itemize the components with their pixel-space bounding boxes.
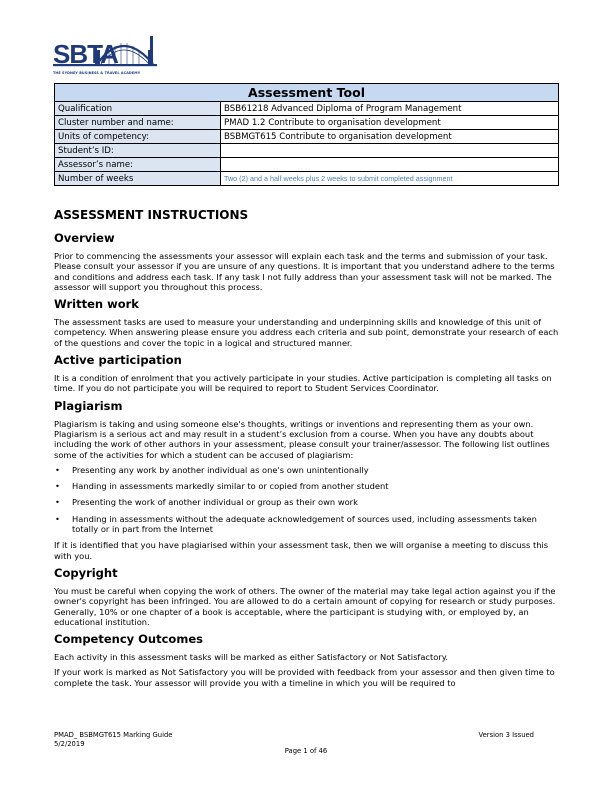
table-row bbox=[55, 130, 559, 144]
table-row bbox=[55, 116, 559, 130]
doc-version: Version 3 Issued bbox=[478, 731, 534, 739]
assessment-tool-table bbox=[54, 83, 559, 186]
section-heading: Overview bbox=[54, 231, 115, 245]
list-item: • Handing in assessments markedly similar to or copied from another student bbox=[55, 481, 389, 492]
table-title: Assessment Tool bbox=[55, 84, 559, 102]
footer-left bbox=[54, 731, 173, 748]
bullet-icon: • bbox=[55, 497, 60, 508]
logo-letters: SBTA bbox=[53, 39, 118, 69]
section-text: If it is identified that you have plagiarised within your assessment task, then we will organise a meeting to discuss this with you. bbox=[54, 540, 549, 561]
section-heading: Copyright bbox=[54, 565, 118, 580]
table-row bbox=[55, 144, 559, 158]
doc-date: 5/2/2019 bbox=[54, 739, 85, 748]
row-value: PMAD 1.2 Contribute to organisation development bbox=[221, 116, 559, 130]
row-value: Two (2) and a half weeks plus 2 weeks to submit completed assignment bbox=[221, 172, 559, 186]
row-label: Assessor’s name: bbox=[55, 158, 221, 172]
table-row bbox=[55, 158, 559, 172]
section-text: Each activity in this assessment tasks will be marked as either Satisfactory or Not Satisfactory. bbox=[54, 652, 449, 663]
row-value: BSB61218 Advanced Diploma of Program Management bbox=[221, 102, 559, 116]
bullet-icon: • bbox=[55, 513, 60, 524]
row-label: Cluster number and name: bbox=[55, 116, 221, 130]
section-text: If your work is marked as Not Satisfactory you will be provided with feedback from your assessor and then given time to complete the task. Your assessor will provide you with a timeline in which you will be required to bbox=[54, 667, 555, 688]
row-label: Qualification bbox=[55, 102, 221, 116]
table-row bbox=[55, 172, 559, 186]
logo-graphic bbox=[53, 30, 158, 72]
section-text: The assessment tasks are used to measure your understanding and underpinning skills and knowledge of this unit of competency. When answering please ensure you address each criteria and sub point, demonstrate your research of each of the questions and cover the topic in a logical and structured manner. bbox=[54, 317, 559, 348]
list-item: • Handing in assessments without the adequate acknowledgement of sources used, including assessments taken totally or in part from the Internet bbox=[55, 513, 537, 535]
page-number: Page 1 of 46 bbox=[284, 747, 328, 755]
row-label: Units of competency: bbox=[55, 130, 221, 144]
list-item: • Presenting any work by another individual as one's own unintentionally bbox=[55, 464, 369, 475]
table-row bbox=[55, 102, 559, 116]
bullet-icon: • bbox=[55, 481, 60, 492]
section-heading: Written work bbox=[54, 297, 139, 312]
row-label: Number of weeks bbox=[55, 172, 221, 186]
section-heading: Plagiarism bbox=[54, 398, 123, 413]
section-text: Prior to commencing the assessments your assessor will explain each task and the terms and submission of your task. Please consult your assessor if you are unsure of any questions. It is important that you understand adhere to the terms and conditions and address each task. If any task I not fully address than your assessment task will not be marked. The assessor will support you throughout this process. bbox=[54, 251, 555, 292]
doc-name: PMAD_ BSBMGT615 Marking Guide bbox=[54, 731, 173, 739]
plagiarism-list bbox=[54, 465, 562, 534]
sbta-logo bbox=[53, 30, 158, 80]
section-text: It is a condition of enrolment that you actively participate in your studies. Active participation is completing all tasks on time. If you do not participate you will be required to report to Student Services Coordinator. bbox=[54, 373, 552, 394]
bullet-icon: • bbox=[55, 464, 60, 475]
section-heading: Active participation bbox=[54, 353, 182, 368]
row-label: Student’s ID: bbox=[55, 144, 221, 158]
student-id-field[interactable] bbox=[221, 144, 559, 158]
assessor-name-field[interactable] bbox=[221, 158, 559, 172]
instructions-body bbox=[54, 207, 562, 693]
section-heading: Competency Outcomes bbox=[54, 632, 203, 647]
row-value: BSBMGT615 Contribute to organisation development bbox=[221, 130, 559, 144]
section-text: Plagiarism is taking and using someone else's thoughts, writings or inventions and representing them as your own. Plagiarism is a serious act and may result in a student’s exclusion from a course. When you have any doubts about including the work of other authors in your assessment, please consult your trainer/assessor. The following list outlines some of the activities for which a student can be accused of plagiarism: bbox=[54, 418, 550, 460]
logo-tagline: THE SYDNEY BUSINESS & TRAVEL ACADEMY bbox=[53, 71, 141, 75]
instructions-heading: ASSESSMENT INSTRUCTIONS bbox=[54, 208, 249, 222]
section-text: You must be careful when copying the work of others. The owner of the material may take legal action against you if the owner's copyright has been infringed. You are allowed to do a certain amount of copying for research or study purposes. Generally, 10% or one chapter of a book is acceptable, where the participant is studying with, or employed by, an educational institution. bbox=[54, 585, 556, 627]
list-item: • Presenting the work of another individual or group as their own work bbox=[55, 497, 358, 508]
